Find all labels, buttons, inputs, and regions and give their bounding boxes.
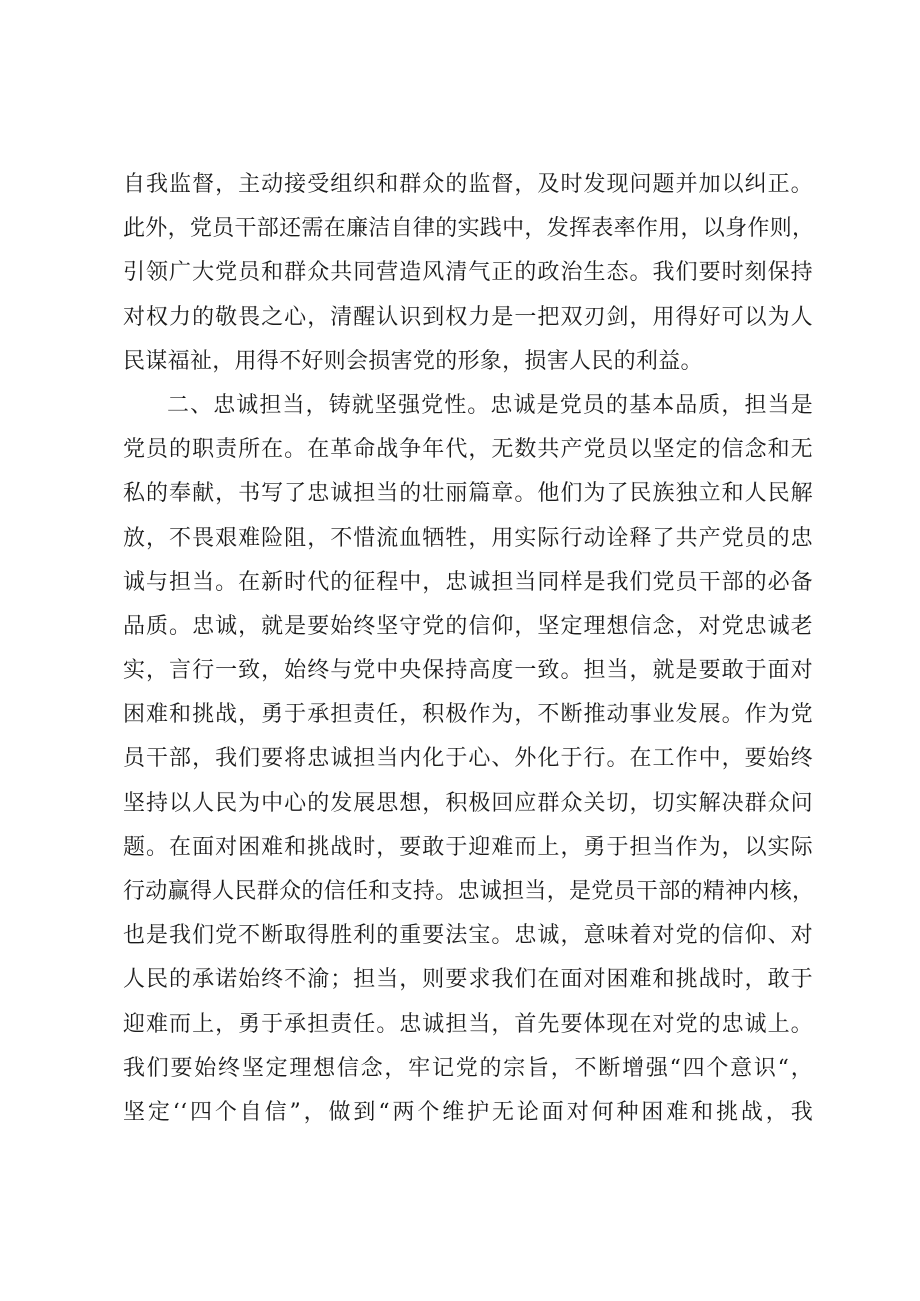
- text-line: 坚定‘‘四个自信”，做到“两个维护无论面对何种困难和挑战，我: [123, 1099, 813, 1125]
- text-line: 我们要始终坚定理想信念，牢记党的宗旨，不断增强“四个意识“，: [123, 1055, 813, 1081]
- text-line: 困难和挑战，勇于承担责任，积极作为，不断推动事业发展。作为党: [123, 702, 813, 728]
- body-text: [123, 163, 813, 1135]
- text-line: 品质。忠诚，就是要始终坚守党的信仰，坚定理想信念，对党忠诚老: [123, 613, 813, 639]
- text-line: 此外，党员干部还需在廉洁自律的实践中，发挥表率作用，以身作则，: [123, 216, 815, 242]
- text-line: 放，不畏艰难险阻，不惜流血牺牲，用实际行动诠释了共产党员的忠: [123, 525, 813, 551]
- text-line: 员干部，我们要将忠诚担当内化于心、外化于行。在工作中，要始终: [123, 746, 813, 772]
- text-line: 行动赢得人民群众的信任和支持。忠诚担当，是党员干部的精神内核，: [123, 879, 815, 904]
- text-line: 实，言行一致，始终与党中央保持高度一致。担当，就是要敢于面对: [123, 658, 813, 684]
- text-line: 题。在面对困难和挑战时，要敢于迎难而上，勇于担当作为，以实际: [123, 834, 813, 860]
- text-line: 私的奉献，书写了忠诚担当的壮丽篇章。他们为了民族独立和人民解: [123, 481, 813, 507]
- text-line: 对权力的敬畏之心，清醒认识到权力是一把双刃剑，用得好可以为人: [123, 304, 813, 330]
- text-line: 引领广大党员和群众共同营造风清气正的政治生态。我们要时刻保持: [123, 260, 813, 286]
- text-line: 民谋福祉，用得不好则会损害党的形象，损害人民的利益。: [123, 348, 703, 374]
- text-line: 党员的职责所在。在革命战争年代，无数共产党员以坚定的信念和无: [123, 437, 813, 463]
- section-heading-line: 二、忠诚担当，铸就坚强党性。忠诚是党员的基本品质，担当是: [167, 392, 813, 418]
- text-line: 也是我们党不断取得胜利的重要法宝。忠诚，意味着对党的信仰、对: [123, 923, 813, 949]
- text-line: 坚持以人民为中心的发展思想，积极回应群众关切，切实解决群众问: [123, 790, 813, 816]
- text-line: 迎难而上，勇于承担责任。忠诚担当，首先要体现在对党的忠诚上。: [123, 1011, 813, 1037]
- text-line: 自我监督，主动接受组织和群众的监督，及时发现问题并加以纠正。: [123, 172, 813, 197]
- text-line: 人民的承诺始终不渝；担当，则要求我们在面对困难和挑战时，敢于: [123, 967, 813, 993]
- text-line: 诚与担当。在新时代的征程中，忠诚担当同样是我们党员干部的必备: [123, 569, 813, 595]
